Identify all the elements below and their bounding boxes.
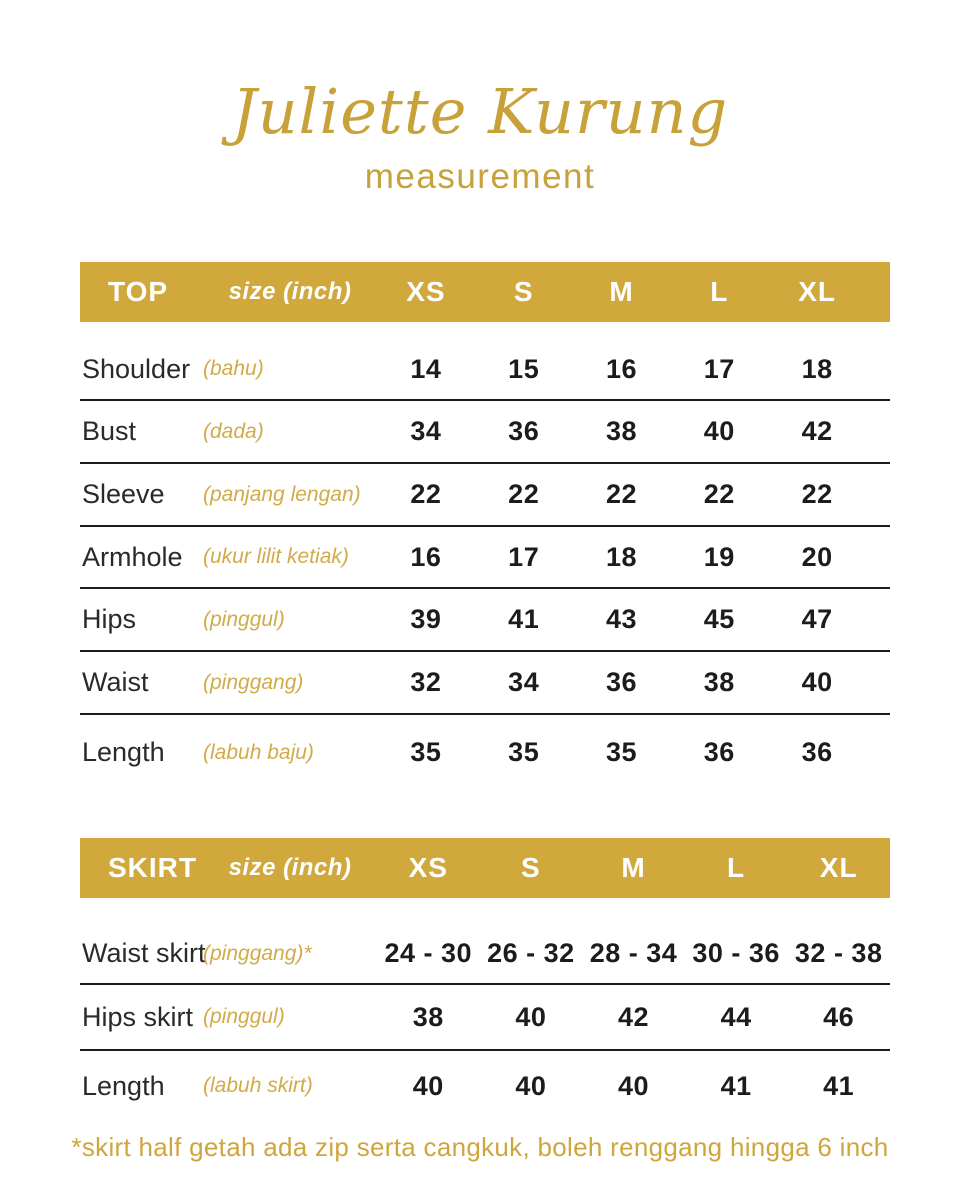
top-size-xl: XL [798, 276, 836, 307]
top-measurement-table [80, 262, 890, 790]
table-row-shoulder [80, 322, 890, 401]
table-row-length-skirt [80, 1051, 890, 1121]
cell-value: 35 [605, 737, 638, 767]
cell-value: 40 [617, 1070, 650, 1101]
row-label: Shoulder [82, 353, 191, 384]
skirt-size-xs: XS [408, 852, 448, 883]
cell-value: 17 [508, 541, 540, 572]
skirt-size-xl: XL [819, 852, 858, 883]
row-label: Sleeve [82, 479, 165, 509]
cell-value: 16 [605, 353, 638, 384]
cell-value: 46 [823, 1001, 855, 1032]
table-row-waist [80, 652, 890, 715]
cell-value: 30 - 36 [692, 938, 780, 968]
cell-value: 17 [703, 353, 735, 384]
cell-value: 32 [410, 667, 442, 697]
cell-value: 34 [508, 667, 540, 697]
cell-value: 36 [801, 737, 833, 767]
cell-value: 22 [508, 479, 540, 509]
cell-value: 38 [605, 416, 638, 446]
cell-value: 42 [617, 1001, 650, 1032]
cell-value: 41 [508, 604, 540, 634]
row-label: Waist skirt [82, 938, 206, 968]
cell-value: 40 [515, 1001, 547, 1032]
cell-value: 40 [412, 1070, 444, 1101]
row-label: Hips skirt [82, 1001, 194, 1032]
row-translation: (bahu) [203, 357, 264, 380]
cell-value: 44 [720, 1001, 752, 1032]
skirt-size-m: M [621, 852, 646, 883]
cell-value: 42 [801, 416, 833, 446]
cell-value: 40 [703, 416, 735, 446]
row-translation: (pinggang)* [203, 941, 312, 965]
cell-value: 35 [410, 737, 442, 767]
page-subtitle: measurement [364, 157, 596, 196]
row-translation: (pinggul) [203, 1005, 285, 1028]
row-translation: (panjang lengan) [203, 482, 361, 506]
table-row-sleeve [80, 464, 890, 527]
skirt-footnote: *skirt half getah ada zip serta cangkuk, boleh renggang hingga 6 inch [71, 1132, 889, 1162]
cell-value: 18 [801, 353, 833, 384]
cell-value: 39 [410, 604, 442, 634]
cell-value: 36 [703, 737, 735, 767]
cell-value: 22 [703, 479, 735, 509]
table-row-length-top [80, 715, 890, 790]
cell-value: 20 [801, 541, 833, 572]
cell-value: 40 [515, 1070, 547, 1101]
top-size-m: M [609, 276, 634, 307]
skirt-measurement-table [80, 838, 890, 1121]
cell-value: 47 [801, 604, 833, 634]
cell-value: 45 [703, 604, 735, 634]
skirt-size-unit-label: size (inch) [228, 854, 352, 881]
skirt-size-l: L [727, 852, 746, 883]
cell-value: 28 - 34 [589, 938, 678, 968]
table-row-hips-skirt [80, 985, 890, 1051]
brand-title: Juliette Kurung [231, 75, 729, 148]
cell-value: 40 [801, 667, 833, 697]
cell-value: 26 - 32 [487, 938, 575, 968]
skirt-table-header [80, 838, 890, 898]
row-label: Length [82, 1070, 165, 1101]
cell-value: 35 [508, 737, 540, 767]
cell-value: 32 - 38 [794, 938, 883, 968]
row-translation: (labuh skirt) [203, 1074, 313, 1097]
row-label: Waist [82, 667, 149, 697]
top-size-s: S [513, 276, 534, 307]
row-translation: (dada) [203, 419, 264, 443]
cell-value: 34 [410, 416, 442, 446]
row-translation: (pinggul) [203, 607, 285, 631]
cell-value: 24 - 30 [384, 938, 473, 968]
row-translation: (ukur lilit ketiak) [203, 545, 349, 568]
cell-value: 14 [410, 353, 442, 384]
row-label: Armhole [82, 541, 183, 572]
table-row-bust [80, 401, 890, 464]
cell-value: 41 [823, 1070, 855, 1101]
cell-value: 38 [412, 1001, 444, 1032]
top-size-l: L [710, 276, 729, 307]
row-label: Bust [82, 416, 137, 446]
cell-value: 38 [703, 667, 735, 697]
row-label: Hips [82, 604, 137, 634]
cell-value: 16 [410, 541, 442, 572]
table-row-armhole [80, 527, 890, 589]
skirt-size-s: S [521, 852, 541, 883]
row-translation: (labuh baju) [203, 740, 314, 764]
cell-value: 36 [605, 667, 638, 697]
table-row-hips [80, 589, 890, 652]
cell-value: 41 [720, 1070, 752, 1101]
cell-value: 15 [508, 353, 540, 384]
cell-value: 43 [605, 604, 638, 634]
cell-value: 22 [801, 479, 833, 509]
cell-value: 19 [703, 541, 735, 572]
table-row-waist-skirt [80, 898, 890, 985]
top-size-xs: XS [406, 276, 446, 307]
skirt-section-label: SKIRT [108, 852, 197, 883]
cell-value: 22 [605, 479, 638, 509]
cell-value: 36 [508, 416, 540, 446]
top-size-unit-label: size (inch) [228, 278, 352, 305]
top-section-label: TOP [108, 276, 169, 307]
row-label: Length [82, 737, 165, 767]
cell-value: 18 [605, 541, 638, 572]
top-table-header [80, 262, 890, 322]
cell-value: 22 [410, 479, 442, 509]
row-translation: (pinggang) [203, 670, 304, 694]
